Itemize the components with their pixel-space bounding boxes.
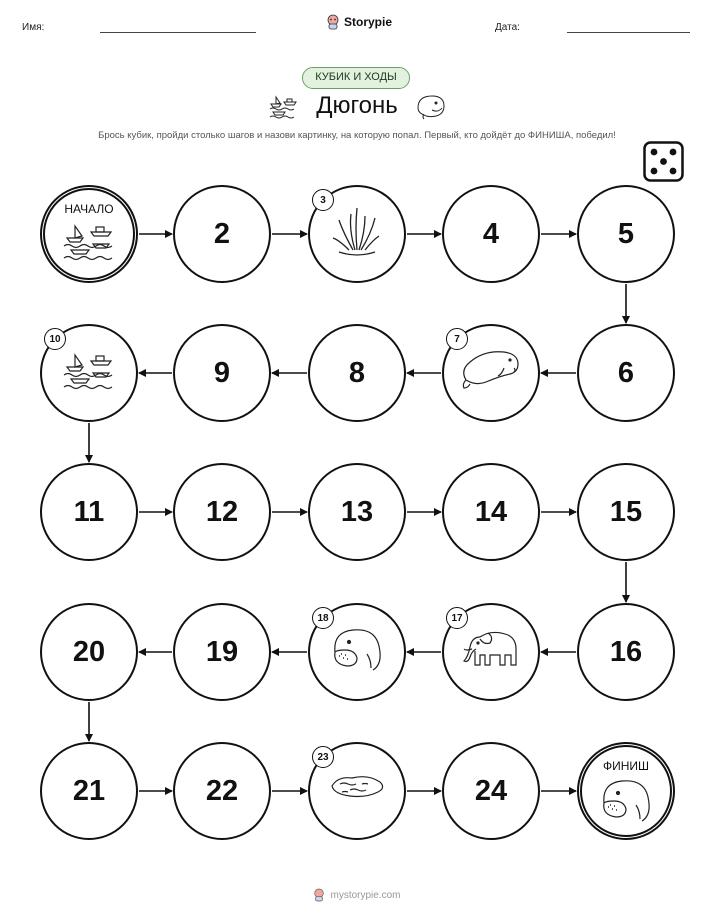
cell-number: 15 bbox=[609, 495, 643, 528]
board-cell bbox=[40, 603, 138, 701]
cell-number: 5 bbox=[617, 217, 635, 250]
board-cell bbox=[40, 742, 138, 840]
instructions: Брось кубик, пройди столько шагов и назови картинку, на которую попал. Первый, кто дойдёт до ФИНИША, победил! bbox=[98, 130, 616, 141]
dugong-face-icon bbox=[329, 624, 385, 680]
finish-caption: ФИНИШ bbox=[602, 759, 650, 773]
cell-number-badge: 23 bbox=[312, 746, 334, 768]
boats-icon bbox=[61, 347, 117, 399]
finish-cell bbox=[577, 742, 675, 840]
board-cell bbox=[173, 185, 271, 283]
page-title: Дюгонь bbox=[316, 92, 398, 119]
footer bbox=[0, 888, 714, 902]
board-cell bbox=[40, 463, 138, 561]
cell-number: 22 bbox=[205, 774, 239, 807]
storypie-mascot-icon bbox=[313, 888, 325, 902]
cell-number-badge: 7 bbox=[446, 328, 468, 350]
cell-number: 24 bbox=[474, 774, 508, 807]
board-cell bbox=[577, 463, 675, 561]
start-caption: НАЧАЛО bbox=[64, 202, 114, 216]
cell-number: 13 bbox=[340, 495, 374, 528]
board-cell bbox=[173, 742, 271, 840]
start-cell bbox=[40, 185, 138, 283]
board-cell bbox=[308, 463, 406, 561]
cell-number: 12 bbox=[205, 495, 239, 528]
board-cell bbox=[442, 463, 540, 561]
board-cell bbox=[173, 603, 271, 701]
board-cell bbox=[577, 185, 675, 283]
board-cell bbox=[308, 324, 406, 422]
date-label: Дата: bbox=[495, 22, 520, 33]
cell-number: 6 bbox=[617, 356, 635, 389]
seagrass-icon bbox=[331, 202, 383, 266]
cell-number-badge: 3 bbox=[312, 189, 334, 211]
cell-number: 8 bbox=[348, 356, 366, 389]
board-cell bbox=[577, 603, 675, 701]
cell-number: 20 bbox=[72, 635, 106, 668]
cell-number: 14 bbox=[474, 495, 508, 528]
cell-number: 19 bbox=[205, 635, 239, 668]
board-cell bbox=[577, 324, 675, 422]
cell-number: 11 bbox=[73, 495, 105, 528]
board-cell bbox=[173, 324, 271, 422]
cell-number: 21 bbox=[72, 774, 106, 807]
board-cell bbox=[173, 463, 271, 561]
elephant-icon bbox=[462, 625, 520, 679]
brand-name: Storypie bbox=[344, 15, 393, 29]
water-icon bbox=[328, 772, 386, 810]
cell-number-badge: 18 bbox=[312, 607, 334, 629]
game-type-tag: КУБИК И ХОДЫ bbox=[302, 67, 410, 89]
boats-icon bbox=[61, 218, 117, 270]
manatee-icon bbox=[460, 346, 522, 400]
cell-number: 4 bbox=[482, 217, 500, 250]
cell-number-badge: 10 bbox=[44, 328, 66, 350]
board-cell bbox=[442, 185, 540, 283]
cell-number-badge: 17 bbox=[446, 607, 468, 629]
footer-url: mystorypie.com bbox=[330, 889, 401, 901]
board-cell bbox=[442, 742, 540, 840]
dugong-face-icon bbox=[598, 775, 654, 831]
cell-number: 16 bbox=[609, 635, 643, 668]
cell-number: 2 bbox=[213, 217, 231, 250]
cell-number: 9 bbox=[213, 356, 231, 389]
name-label: Имя: bbox=[22, 22, 45, 33]
